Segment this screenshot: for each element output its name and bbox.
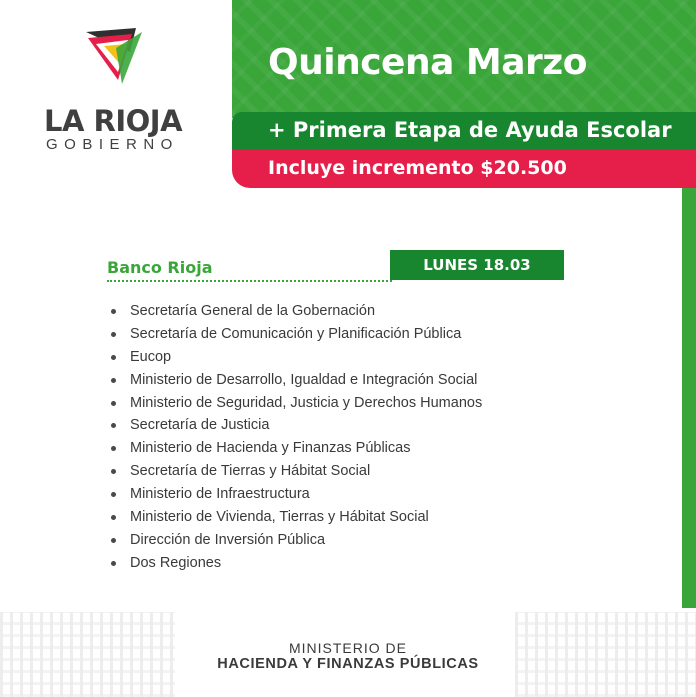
logo-mark-icon <box>82 24 144 88</box>
list-item: Dirección de Inversión Pública <box>110 529 482 552</box>
list-item: Dos Regiones <box>110 552 482 575</box>
page-title: Quincena Marzo <box>268 42 587 83</box>
list-item: Ministerio de Seguridad, Justicia y Derechos Humanos <box>110 392 482 415</box>
right-accent-stripe <box>682 188 696 608</box>
entity-list <box>110 300 482 575</box>
list-item: Ministerio de Desarrollo, Igualdad e Integración Social <box>110 369 482 392</box>
increment-note: Incluye incremento $20.500 <box>268 157 567 179</box>
logo-wordmark: LA RIOJA <box>44 104 183 138</box>
list-item: Ministerio de Infraestructura <box>110 483 482 506</box>
list-item: Secretaría General de la Gobernación <box>110 300 482 323</box>
logo-subtitle: GOBIERNO <box>46 136 179 153</box>
list-item: Secretaría de Comunicación y Planificación Pública <box>110 323 482 346</box>
list-item: Ministerio de Hacienda y Finanzas Públicas <box>110 437 482 460</box>
bank-name: Banco Rioja <box>107 258 213 277</box>
list-item: Secretaría de Tierras y Hábitat Social <box>110 460 482 483</box>
la-rioja-logo <box>40 24 200 154</box>
list-item: Eucop <box>110 346 482 369</box>
footer-ministry-name: HACIENDA Y FINANZAS PÚBLICAS <box>217 656 479 672</box>
date-badge: LUNES 18.03 <box>390 250 564 280</box>
page-subtitle: + Primera Etapa de Ayuda Escolar <box>268 118 672 142</box>
list-item: Ministerio de Vivienda, Tierras y Hábitat Social <box>110 506 482 529</box>
dotted-divider <box>107 280 392 282</box>
list-item: Secretaría de Justicia <box>110 414 482 437</box>
footer-ministry-label: MINISTERIO DE <box>288 640 407 656</box>
